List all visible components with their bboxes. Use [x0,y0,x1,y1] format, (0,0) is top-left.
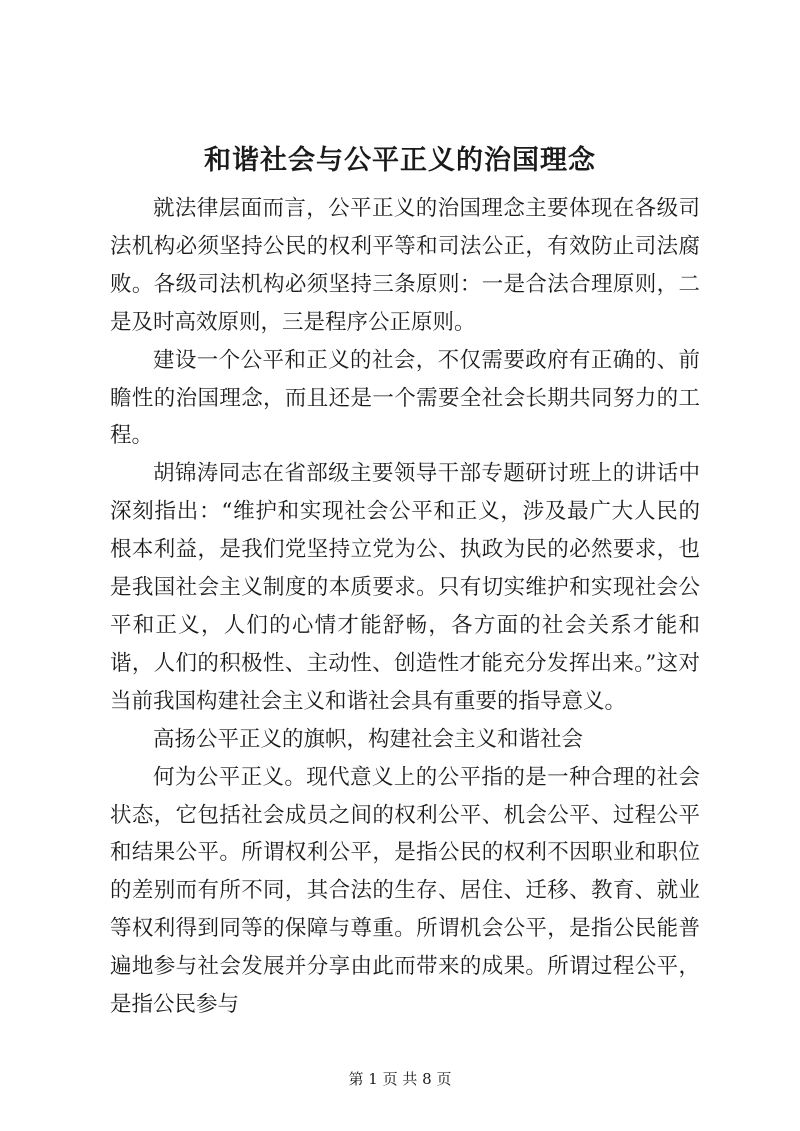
document-title: 和谐社会与公平正义的治国理念 [204,145,596,176]
section-heading: 高扬公平正义的旗帜，构建社会主义和谐社会 [153,726,584,752]
paragraph-4: 何为公平正义。现代意义上的公平指的是一种合理的社会状态，它包括社会成员之间的权利公平、机会公平、过程公平和结果公平。所谓权利公平，是指公民的权利不因职业和职位的差别而有所不同，其合法的生存、居住、迁移、教育、就业等权利得到同等的保障与尊重。所谓机会公平，是指公民能普遍地参与社会发展并分享由此而带来的成果。所谓过程公平，是指公民参与 [110,764,700,1018]
paragraph-3: 胡锦涛同志在省部级主要领导干部专题研讨班上的讲话中深刻指出：“维护和实现社会公平和正义，涉及最广大人民的根本利益，是我们党坚持立党为公、执政为民的必然要求，也是我国社会主义制度的本质要求。只有切实维护和实现社会公平和正义，人们的心情才能舒畅，各方面的社会关系才能和谐，人们的积极性、主动性、创造性才能充分发挥出来。”这对当前我国构建社会主义和谐社会具有重要的指导意义。 [110,461,700,714]
document-body [110,190,700,1024]
paragraph-2: 建设一个公平和正义的社会，不仅需要政府有正确的、前瞻性的治国理念，而且还是一个需要全社会长期共同努力的工程。 [110,347,700,449]
page-number-footer: 第 1 页 共 8 页 [348,1070,452,1088]
paragraph-1: 就法律层面而言，公平正义的治国理念主要体现在各级司法机构必须坚持公民的权利平等和司法公正，有效防止司法腐败。各级司法机构必须坚持三条原则：一是合法合理原则，二是及时高效原则，三是程序公正原则。 [110,196,700,335]
